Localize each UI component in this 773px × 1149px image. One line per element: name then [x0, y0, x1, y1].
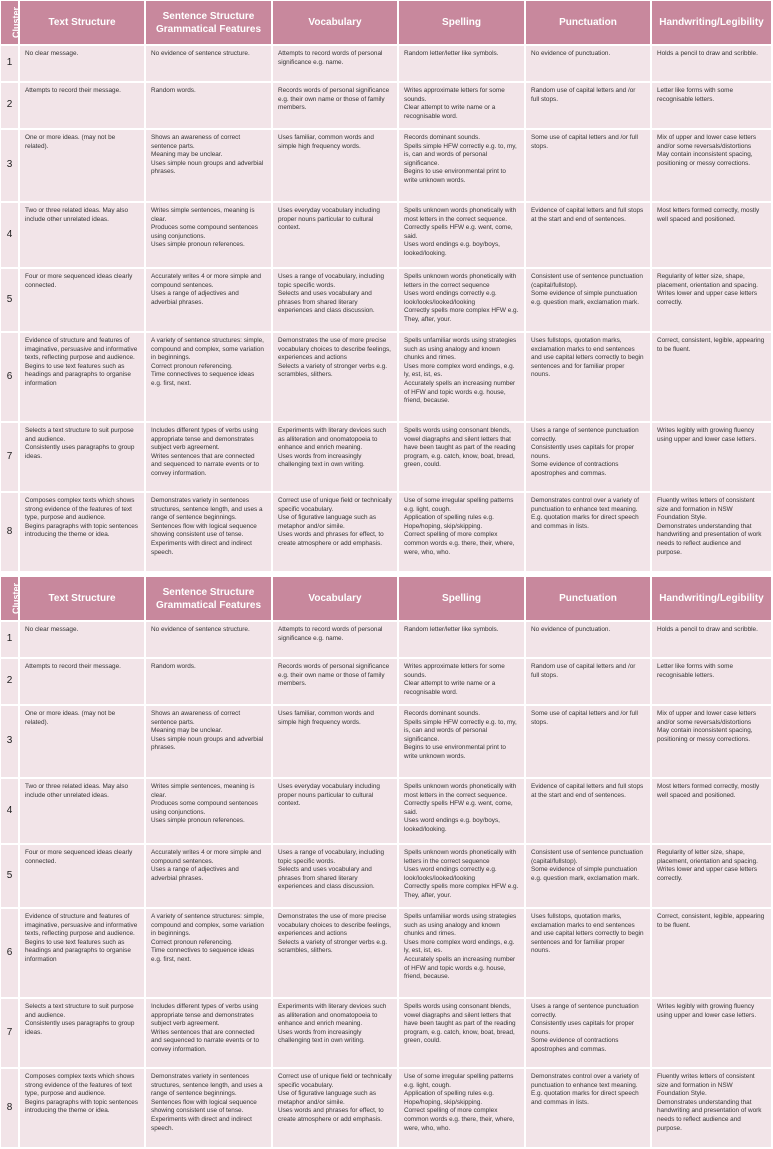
cell-punctuation: Some use of capital letters and /or full stops.: [526, 130, 650, 201]
cell-sentence-structure: A variety of sentence structures: simple, compound and complex, some variation in beginnings. Correct pronoun referencing. Time connectives to sequence ideas e.g. first, next.: [146, 333, 271, 421]
col-header-spelling: Spelling: [399, 577, 524, 620]
table-row: [1, 203, 771, 267]
cell-sentence-structure: Demonstrates variety in sentences structures, sentence length, and uses a range of sentence beginnings. Sentences flow with logical sequence showing consistent use of tense. Experiments with direct and indirect speech.: [146, 1069, 271, 1147]
table-row: [1, 493, 771, 571]
col-header-text-structure: Text Structure: [20, 1, 144, 44]
table-row: [1, 423, 771, 491]
cluster-number: 1: [1, 622, 18, 657]
cell-text-structure: No clear message.: [20, 622, 144, 657]
cell-punctuation: Evidence of capital letters and full stops at the start and end of sentences.: [526, 203, 650, 267]
table-row: [1, 779, 771, 843]
cell-sentence-structure: A variety of sentence structures: simple, compound and complex, some variation in beginnings. Correct pronoun referencing. Time connectives to sequence ideas e.g. first, next.: [146, 909, 271, 997]
cell-sentence-structure: Writes simple sentences, meaning is clear. Produces some compound sentences using conjunctions. Uses simple pronoun references.: [146, 779, 271, 843]
cell-vocabulary: Attempts to record words of personal significance e.g. name.: [273, 46, 397, 81]
cell-spelling: Spells unknown words phonetically with letters in the correct sequence Uses word endings correctly e.g. look/looks/looked/looking Correctly spells more complex HFW e.g. They, after, your.: [399, 269, 524, 331]
table-row: [1, 845, 771, 907]
cell-punctuation: Some use of capital letters and /or full stops.: [526, 706, 650, 777]
col-header-handwriting: Handwriting/Legibility: [652, 1, 771, 44]
cell-punctuation: Demonstrates control over a variety of punctuation to enhance text meaning. E.g. quotation marks for direct speech and commas in lists.: [526, 1069, 650, 1147]
col-header-text-structure: Text Structure: [20, 577, 144, 620]
rubric-table-top: [0, 0, 768, 573]
col-header-sentence-structure: Sentence Structure Grammatical Features: [146, 1, 271, 44]
cell-handwriting: Correct, consistent, legible, appearing to be fluent.: [652, 333, 771, 421]
cell-sentence-structure: Random words.: [146, 83, 271, 128]
cell-spelling: Spells unfamiliar words using strategies such as using analogy and known chunks and rimes. Uses more complex word endings, e.g. ly, est, ist, es. Accurately spells an increasing number of HFW and topic words e.g. house, friend, because.: [399, 909, 524, 997]
cell-vocabulary: Records words of personal significance e.g. their own name or those of family members.: [273, 659, 397, 704]
table-row: [1, 909, 771, 997]
cell-vocabulary: Demonstrates the use of more precise vocabulary choices to describe feelings, experiences and actions Selects a variety of stronger verbs e.g. scrambles, slithers.: [273, 909, 397, 997]
cell-vocabulary: Correct use of unique field or technically specific vocabulary. Use of figurative language such as metaphor and/or simile. Uses words and phrases for effect, to create atmosphere or add emphasis.: [273, 493, 397, 571]
cluster-number: 5: [1, 845, 18, 907]
cell-handwriting: Fluently writes letters of consistent size and formation in NSW Foundation Style. Demonstrates understanding that handwriting and presentation of work needs to reflect audience and purpose.: [652, 493, 771, 571]
cell-vocabulary: Demonstrates the use of more precise vocabulary choices to describe feelings, experiences and actions Selects a variety of stronger verbs e.g. scrambles, slithers.: [273, 333, 397, 421]
cell-handwriting: Regularity of letter size, shape, placement, orientation and spacing. Writes lower and upper case letters correctly.: [652, 269, 771, 331]
cell-text-structure: One or more ideas. (may not be related).: [20, 706, 144, 777]
cell-spelling: Spells unknown words phonetically with most letters in the correct sequence. Correctly spells HFW e.g. went, come, said. Uses word endings e.g. boy/boys, looked/looking.: [399, 779, 524, 843]
cell-spelling: Writes approximate letters for some sounds. Clear attempt to write name or a recognisable word.: [399, 659, 524, 704]
cluster-number: 3: [1, 706, 18, 777]
cell-handwriting: Correct, consistent, legible, appearing to be fluent.: [652, 909, 771, 997]
cell-vocabulary: Uses a range of vocabulary, including topic specific words. Selects and uses vocabulary and phrases from shared literary experiences and class discussion.: [273, 269, 397, 331]
cell-sentence-structure: Demonstrates variety in sentences structures, sentence length, and uses a range of sentence beginnings. Sentences flow with logical sequence showing consistent use of tense. Experiments with direct and indirect speech.: [146, 493, 271, 571]
cell-handwriting: Regularity of letter size, shape, placement, orientation and spacing. Writes lower and upper case letters correctly.: [652, 845, 771, 907]
cell-text-structure: Selects a text structure to suit purpose and audience. Consistently uses paragraphs to group ideas.: [20, 423, 144, 491]
cluster-number: 8: [1, 1069, 18, 1147]
cell-spelling: Records dominant sounds. Spells simple HFW correctly e.g. to, my, is, can and words of personal significance. Begins to use environmental print to write unknown words.: [399, 130, 524, 201]
cell-text-structure: Two or three related ideas. May also include other unrelated ideas.: [20, 779, 144, 843]
col-header-spelling: Spelling: [399, 1, 524, 44]
cell-vocabulary: Uses familiar, common words and simple high frequency words.: [273, 706, 397, 777]
cell-text-structure: Composes complex texts which shows strong evidence of the features of text type, purpose and audience. Begins paragraphs with topic sentences introducing the theme or idea.: [20, 1069, 144, 1147]
cell-spelling: Random letter/letter like symbols.: [399, 46, 524, 81]
cell-sentence-structure: No evidence of sentence structure.: [146, 622, 271, 657]
cell-handwriting: Holds a pencil to draw and scribble.: [652, 46, 771, 81]
table-row: [1, 269, 771, 331]
cell-sentence-structure: Includes different types of verbs using appropriate tense and demonstrates subject verb agreement. Writes sentences that are connected and sequenced to narrate events or to convey information.: [146, 999, 271, 1067]
cell-spelling: Use of some irregular spelling patterns e.g. light, cough. Application of spelling rules e.g. Hope/hoping, skip/skipping. Correct spelling of more complex common words e.g. there, their, where, were, who, who.: [399, 493, 524, 571]
cell-punctuation: No evidence of punctuation.: [526, 46, 650, 81]
cell-spelling: Random letter/letter like symbols.: [399, 622, 524, 657]
cell-spelling: Spells unknown words phonetically with most letters in the correct sequence. Correctly spells HFW e.g. went, come, said. Uses word endings e.g. boy/boys, looked/looking.: [399, 203, 524, 267]
table-row: [1, 333, 771, 421]
cell-handwriting: Holds a pencil to draw and scribble.: [652, 622, 771, 657]
cluster-number: 7: [1, 999, 18, 1067]
cell-vocabulary: Experiments with literary devices such as alliteration and onomatopoeia to enhance and enrich meaning. Uses words from increasingly challenging text in own writing.: [273, 999, 397, 1067]
cell-vocabulary: Records words of personal significance e.g. their own name or those of family members.: [273, 83, 397, 128]
cell-vocabulary: Uses everyday vocabulary including proper nouns particular to cultural context.: [273, 779, 397, 843]
cluster-header: Cluster: [1, 1, 18, 44]
rubric-table: [0, 0, 773, 573]
cell-punctuation: Consistent use of sentence punctuation (capital/fullstop). Some evidence of simple punctuation e.g. question mark, exclamation mark.: [526, 269, 650, 331]
cell-sentence-structure: Random words.: [146, 659, 271, 704]
cell-vocabulary: Uses a range of vocabulary, including topic specific words. Selects and uses vocabulary and phrases from shared literary experiences and class discussion.: [273, 845, 397, 907]
table-row: [1, 46, 771, 81]
cell-text-structure: Composes complex texts which shows strong evidence of the features of text type, purpose and audience. Begins paragraphs with topic sentences introducing the theme or idea.: [20, 493, 144, 571]
cell-vocabulary: Uses familiar, common words and simple high frequency words.: [273, 130, 397, 201]
rubric-table: [0, 575, 773, 1149]
cell-handwriting: Letter like forms with some recognisable letters.: [652, 83, 771, 128]
cell-text-structure: Attempts to record their message.: [20, 659, 144, 704]
table-row: [1, 83, 771, 128]
table-row: [1, 622, 771, 657]
cell-spelling: Spells unknown words phonetically with letters in the correct sequence Uses word endings correctly e.g. look/looks/looked/looking Correctly spells more complex HFW e.g. They, after, your.: [399, 845, 524, 907]
cell-handwriting: Most letters formed correctly, mostly well spaced and positioned.: [652, 779, 771, 843]
cell-sentence-structure: Shows an awareness of correct sentence parts. Meaning may be unclear. Uses simple noun groups and adverbial phrases.: [146, 130, 271, 201]
cell-text-structure: No clear message.: [20, 46, 144, 81]
cell-punctuation: Consistent use of sentence punctuation (capital/fullstop). Some evidence of simple punctuation e.g. question mark, exclamation mark.: [526, 845, 650, 907]
table-row: [1, 706, 771, 777]
table-row: [1, 1069, 771, 1147]
cell-handwriting: Letter like forms with some recognisable letters.: [652, 659, 771, 704]
cell-spelling: Writes approximate letters for some sounds. Clear attempt to write name or a recognisable word.: [399, 83, 524, 128]
cell-handwriting: Most letters formed correctly, mostly well spaced and positioned.: [652, 203, 771, 267]
cell-punctuation: Demonstrates control over a variety of punctuation to enhance text meaning. E.g. quotation marks for direct speech and commas in lists.: [526, 493, 650, 571]
cell-vocabulary: Correct use of unique field or technically specific vocabulary. Use of figurative language such as metaphor and/or simile. Uses words and phrases for effect, to create atmosphere or add emphasis.: [273, 1069, 397, 1147]
cluster-number: 4: [1, 203, 18, 267]
rubric-table-bottom: [0, 575, 768, 1149]
cell-vocabulary: Uses everyday vocabulary including proper nouns particular to cultural context.: [273, 203, 397, 267]
cell-sentence-structure: No evidence of sentence structure.: [146, 46, 271, 81]
col-header-vocabulary: Vocabulary: [273, 577, 397, 620]
cell-punctuation: Uses a range of sentence punctuation correctly. Consistently uses capitals for proper nouns. Some evidence of contractions apostrophes and commas.: [526, 423, 650, 491]
cluster-number: 4: [1, 779, 18, 843]
cluster-number: 7: [1, 423, 18, 491]
cell-text-structure: Evidence of structure and features of imaginative, persuasive and informative texts, reflecting purpose and audience. Begins to use text features such as headings and paragraphs to organise information: [20, 333, 144, 421]
col-header-punctuation: Punctuation: [526, 1, 650, 44]
col-header-sentence-structure: Sentence Structure Grammatical Features: [146, 577, 271, 620]
col-header-punctuation: Punctuation: [526, 577, 650, 620]
cell-text-structure: Evidence of structure and features of imaginative, persuasive and informative texts, reflecting purpose and audience. Begins to use text features such as headings and paragraphs to organise information: [20, 909, 144, 997]
cell-sentence-structure: Writes simple sentences, meaning is clear. Produces some compound sentences using conjunctions. Uses simple pronoun references.: [146, 203, 271, 267]
table-row: [1, 659, 771, 704]
cell-text-structure: Two or three related ideas. May also include other unrelated ideas.: [20, 203, 144, 267]
cell-text-structure: Four or more sequenced ideas clearly connected.: [20, 269, 144, 331]
cell-punctuation: Evidence of capital letters and full stops at the start and end of sentences.: [526, 779, 650, 843]
cell-punctuation: Random use of capital letters and /or full stops.: [526, 83, 650, 128]
cell-sentence-structure: Accurately writes 4 or more simple and compound sentences. Uses a range of adjectives and adverbial phrases.: [146, 845, 271, 907]
cluster-number: 8: [1, 493, 18, 571]
cell-handwriting: Writes legibly with growing fluency using upper and lower case letters.: [652, 999, 771, 1067]
cell-sentence-structure: Shows an awareness of correct sentence parts. Meaning may be unclear. Uses simple noun groups and adverbial phrases.: [146, 706, 271, 777]
cluster-number: 5: [1, 269, 18, 331]
table-row: [1, 999, 771, 1067]
cluster-number: 1: [1, 46, 18, 81]
cell-punctuation: No evidence of punctuation.: [526, 622, 650, 657]
cell-spelling: Spells words using consonant blends, vowel diagraphs and silent letters that have been taught as part of the reading program, e.g. catch, know, boat, bread, green, could.: [399, 999, 524, 1067]
cluster-number: 2: [1, 659, 18, 704]
cell-spelling: Records dominant sounds. Spells simple HFW correctly e.g. to, my, is, can and words of personal significance. Begins to use environmental print to write unknown words.: [399, 706, 524, 777]
cell-punctuation: Uses fullstops, quotation marks, exclamation marks to end sentences and use capital letters correctly to begin sentences and for familiar proper nouns.: [526, 909, 650, 997]
cell-vocabulary: Attempts to record words of personal significance e.g. name.: [273, 622, 397, 657]
cell-spelling: Use of some irregular spelling patterns e.g. light, cough. Application of spelling rules e.g. Hope/hoping, skip/skipping. Correct spelling of more complex common words e.g. there, their, where, were, who, who.: [399, 1069, 524, 1147]
cluster-number: 6: [1, 909, 18, 997]
col-header-vocabulary: Vocabulary: [273, 1, 397, 44]
cell-text-structure: Four or more sequenced ideas clearly connected.: [20, 845, 144, 907]
col-header-handwriting: Handwriting/Legibility: [652, 577, 771, 620]
cluster-number: 3: [1, 130, 18, 201]
cell-handwriting: Mix of upper and lower case letters and/or some reversals/distortions May contain inconsistent spacing, positioning or messy corrections.: [652, 706, 771, 777]
cell-punctuation: Random use of capital letters and /or full stops.: [526, 659, 650, 704]
cell-handwriting: Fluently writes letters of consistent size and formation in NSW Foundation Style. Demonstrates understanding that handwriting and presentation of work needs to reflect audience and purpose.: [652, 1069, 771, 1147]
cell-handwriting: Writes legibly with growing fluency using upper and lower case letters.: [652, 423, 771, 491]
cell-punctuation: Uses fullstops, quotation marks, exclamation marks to end sentences and use capital letters correctly to begin sentences and for familiar proper nouns.: [526, 333, 650, 421]
table-row: [1, 130, 771, 201]
cell-punctuation: Uses a range of sentence punctuation correctly. Consistently uses capitals for proper nouns. Some evidence of contractions apostrophes and commas.: [526, 999, 650, 1067]
cell-vocabulary: Experiments with literary devices such as alliteration and onomatopoeia to enhance and enrich meaning. Uses words from increasingly challenging text in own writing.: [273, 423, 397, 491]
cell-text-structure: Attempts to record their message.: [20, 83, 144, 128]
cell-sentence-structure: Accurately writes 4 or more simple and compound sentences. Uses a range of adjectives and adverbial phrases.: [146, 269, 271, 331]
cell-handwriting: Mix of upper and lower case letters and/or some reversals/distortions May contain inconsistent spacing, positioning or messy corrections.: [652, 130, 771, 201]
cluster-header: Cluster: [1, 577, 18, 620]
cluster-number: 6: [1, 333, 18, 421]
cell-text-structure: One or more ideas. (may not be related).: [20, 130, 144, 201]
cluster-number: 2: [1, 83, 18, 128]
cell-spelling: Spells unfamiliar words using strategies such as using analogy and known chunks and rimes. Uses more complex word endings, e.g. ly, est, ist, es. Accurately spells an increasing number of HFW and topic words e.g. house, friend, because.: [399, 333, 524, 421]
cell-text-structure: Selects a text structure to suit purpose and audience. Consistently uses paragraphs to group ideas.: [20, 999, 144, 1067]
cell-sentence-structure: Includes different types of verbs using appropriate tense and demonstrates subject verb agreement. Writes sentences that are connected and sequenced to narrate events or to convey information.: [146, 423, 271, 491]
cell-spelling: Spells words using consonant blends, vowel diagraphs and silent letters that have been taught as part of the reading program, e.g. catch, know, boat, bread, green, could.: [399, 423, 524, 491]
